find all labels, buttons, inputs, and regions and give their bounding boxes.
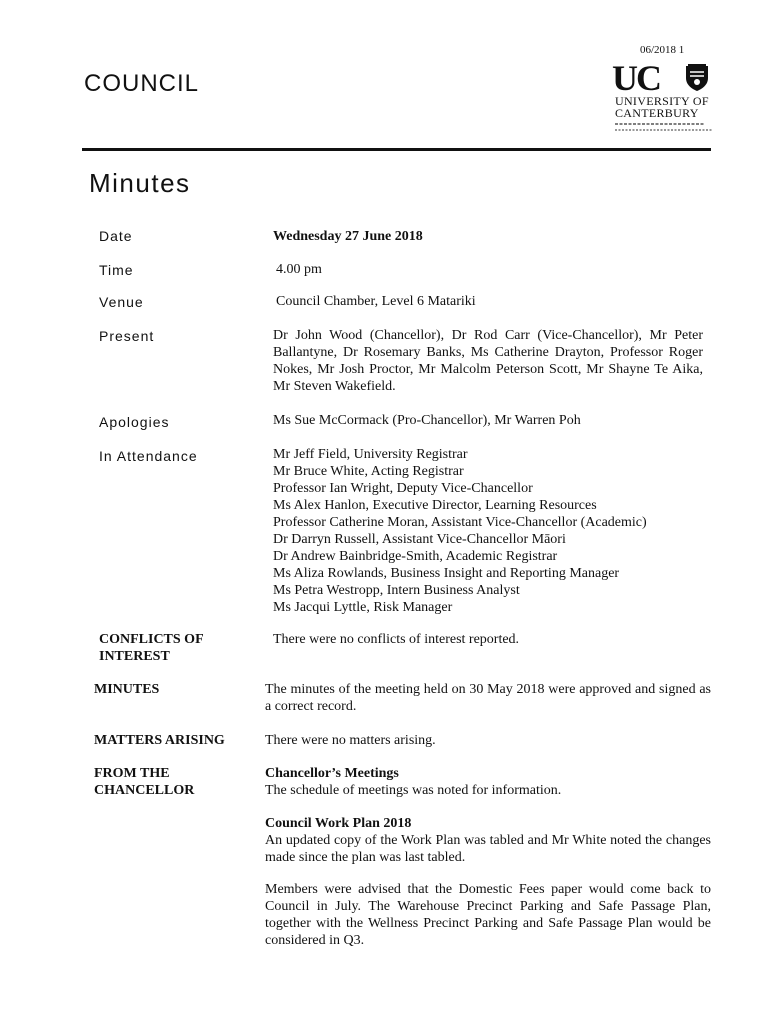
date-label: Date — [99, 228, 133, 244]
conflicts-text: There were no conflicts of interest reported. — [273, 632, 520, 647]
attendee: Dr Andrew Bainbridge-Smith, Academic Registrar — [273, 549, 558, 564]
attendance-list — [273, 446, 703, 616]
work-plan-heading: Council Work Plan 2018 — [265, 816, 412, 831]
chancellor-meetings-block — [265, 765, 711, 799]
page-reference: 06/2018 1 — [640, 44, 685, 56]
attendee: Dr Darryn Russell, Assistant Vice-Chancellor Māori — [273, 532, 566, 547]
attendee: Ms Aliza Rowlands, Business Insight and Reporting Manager — [273, 566, 620, 581]
crest-icon — [684, 64, 710, 92]
header-rule — [82, 148, 711, 151]
attendee: Mr Jeff Field, University Registrar — [273, 447, 468, 462]
minutes-label: MINUTES — [94, 682, 160, 697]
venue-value: Council Chamber, Level 6 Matariki — [276, 294, 476, 309]
present-value: Dr John Wood (Chancellor), Dr Rod Carr (Vice-Chancellor), Mr Peter Ballantyne, Dr Rosemary Banks, Ms Catherine Drayton, Professor Roger Nokes, Mr Josh Proctor, Mr Malcolm Peterson Scott, Mr Shayne Te Aika, Mr Steven Wakefield. — [273, 328, 703, 394]
attendee: Ms Alex Hanlon, Executive Director, Learning Resources — [273, 498, 597, 513]
time-label: Time — [99, 262, 134, 278]
work-plan-text: An updated copy of the Work Plan was tabled and Mr White noted the changes made since the plan was last tabled. — [265, 833, 711, 865]
attendee: Professor Ian Wright, Deputy Vice-Chancellor — [273, 481, 533, 496]
attendee: Ms Petra Westropp, Intern Business Analyst — [273, 583, 520, 598]
venue-label: Venue — [99, 294, 144, 310]
page-title: Minutes — [89, 168, 191, 198]
minutes-text: The minutes of the meeting held on 30 May 2018 were approved and signed as a correct record. — [265, 682, 711, 714]
work-plan-block — [265, 815, 711, 866]
date-value: Wednesday 27 June 2018 — [273, 229, 423, 244]
chancellor-meetings-text: The schedule of meetings was noted for information. — [265, 783, 562, 798]
attendance-label: In Attendance — [99, 448, 198, 464]
apologies-label: Apologies — [99, 414, 170, 430]
attendee: Ms Jacqui Lyttle, Risk Manager — [273, 600, 453, 615]
attendee: Professor Catherine Moran, Assistant Vice-Chancellor (Academic) — [273, 515, 647, 530]
conflicts-label: CONFLICTS OF INTEREST — [99, 632, 204, 664]
matters-arising-label: MATTERS ARISING — [94, 733, 225, 748]
chancellor-meetings-heading: Chancellor’s Meetings — [265, 766, 399, 781]
apologies-value: Ms Sue McCormack (Pro-Chancellor), Mr Warren Poh — [273, 413, 581, 428]
present-label: Present — [99, 328, 155, 344]
domestic-fees-text: Members were advised that the Domestic Fees paper would come back to Council in July. The Warehouse Precinct Parking and Safe Passage Plan, together with the Wellness Precinct Parking and Safe Passage Plan would be considered in Q3. — [265, 882, 711, 948]
logo-line-university: UNIVERSITY OF — [615, 94, 709, 108]
logo-tagline — [615, 121, 712, 133]
matters-arising-text: There were no matters arising. — [265, 733, 436, 748]
attendee: Mr Bruce White, Acting Registrar — [273, 464, 464, 479]
document-type-heading: COUNCIL — [84, 70, 200, 97]
logo-mark: UC — [612, 58, 660, 98]
university-logo — [612, 60, 714, 136]
time-value: 4.00 pm — [276, 262, 322, 277]
logo-line-canterbury: CANTERBURY — [615, 106, 699, 120]
from-chancellor-label: FROM THE CHANCELLOR — [94, 766, 195, 798]
